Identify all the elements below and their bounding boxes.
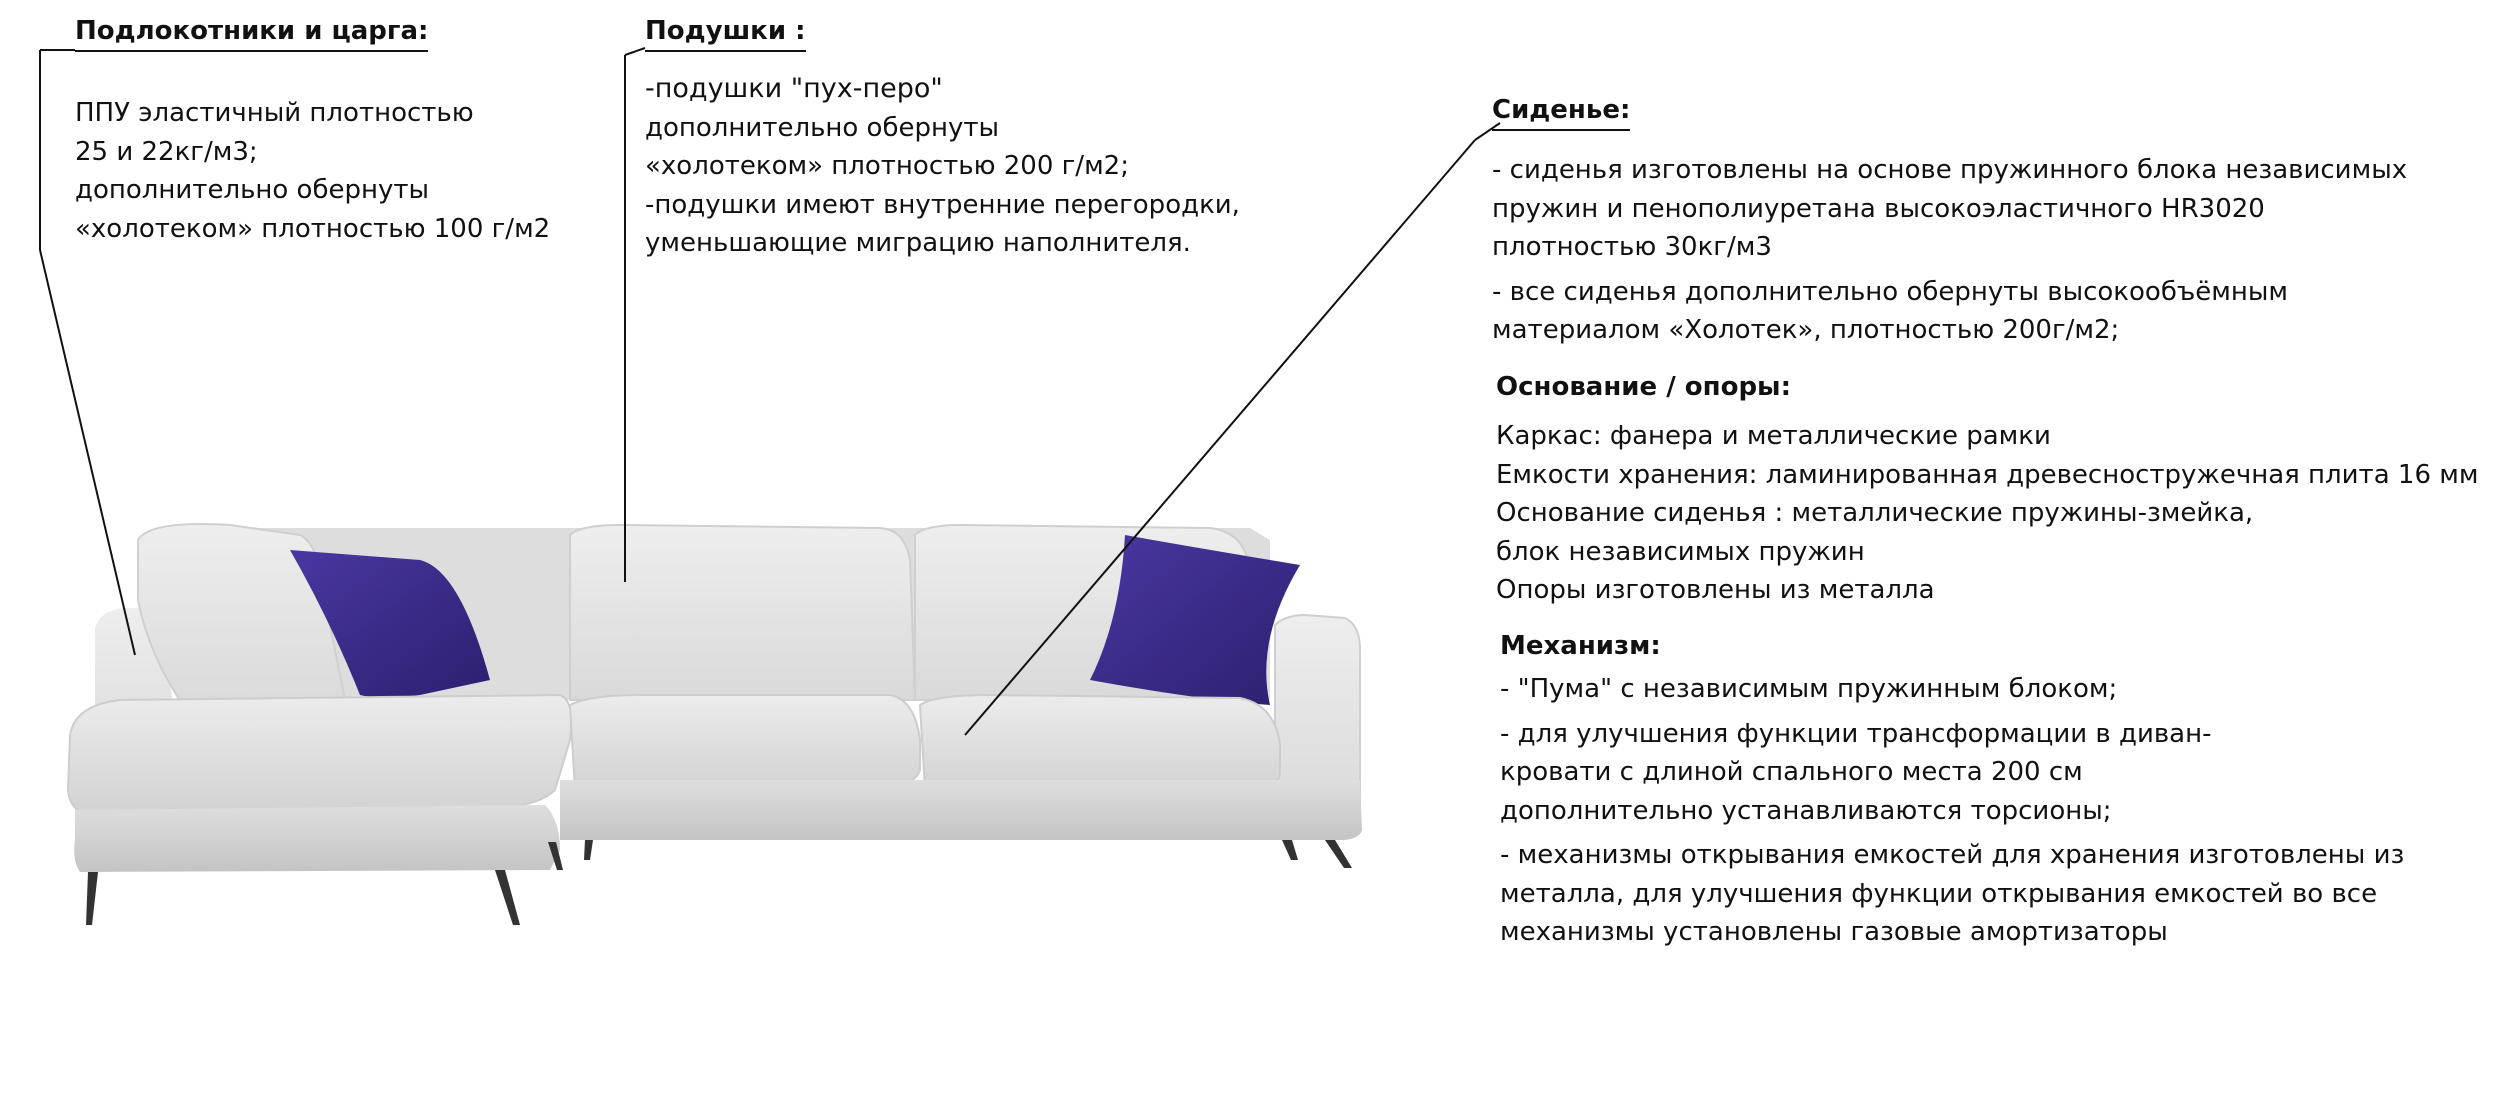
text-line: пружин и пенополиуретана высокоэластичного HR3020 [1492, 193, 2265, 224]
text-line: - механизмы открывания емкостей для хранения изготовлены из [1500, 840, 2405, 870]
text-line: материалом «Холотек», плотностью 200г/м2; [1492, 315, 2120, 345]
text-line: блок независимых пружин [1496, 536, 1865, 567]
cushions-text [645, 70, 1240, 263]
text-line: Каркас: фанера и металлические рамки [1496, 421, 2051, 451]
mechanism-text [1500, 670, 2404, 952]
right-seat-cushion [920, 695, 1280, 792]
seat-title: Сиденье: [1492, 94, 1630, 131]
text-line: Опоры изготовлены из металла [1496, 575, 1935, 605]
armrests-block [75, 15, 550, 248]
text-line: - для улучшения функции трансформации в диван- [1500, 718, 2212, 749]
text-line: дополнительно обернуты [75, 175, 430, 205]
text-line: механизмы установлены газовые амортизаторы [1500, 917, 2168, 947]
mechanism-title: Механизм: [1500, 631, 1661, 661]
base-block [1496, 371, 2478, 610]
chaise-base [74, 805, 560, 872]
cushions-title: Подушки : [645, 15, 806, 52]
base-text [1496, 417, 2478, 610]
text-line: - сиденья изготовлены на основе пружинного блока независимых [1492, 155, 2408, 185]
text-line: плотностью 30кг/м3 [1492, 232, 1772, 262]
text-line: 25 и 22кг/м3; [75, 136, 258, 167]
chaise-seat-cushion [68, 695, 571, 815]
sofa-base [560, 780, 1362, 840]
text-line: -подушки имеют внутренние перегородки, [645, 189, 1240, 220]
middle-seat-cushion [570, 695, 920, 790]
armrests-text [75, 94, 550, 248]
base-title: Основание / опоры: [1496, 372, 1791, 402]
text-line: дополнительно устанавливаются торсионы; [1500, 795, 2112, 826]
text-line: ППУ эластичный плотностью [75, 98, 474, 128]
text-line: -подушки "пух-перо" [645, 73, 943, 104]
seat-text [1492, 151, 2407, 350]
text-line: металла, для улучшения функции открывания емкостей во все [1500, 878, 2378, 909]
seat-block [1492, 94, 2407, 350]
text-line: - все сиденья дополнительно обернуты высокообъёмным [1492, 276, 2288, 307]
text-line: дополнительно обернуты [645, 112, 1000, 143]
text-line: «холотеком» плотностью 200 г/м2; [645, 151, 1129, 181]
text-line: уменьшающие миграцию наполнителя. [645, 228, 1191, 258]
cushions-block [645, 15, 1240, 263]
armrests-title: Подлокотники и царга: [75, 15, 428, 52]
text-line: Основание сиденья : металлические пружины-змейка, [1496, 498, 2254, 528]
middle-back-cushion [570, 525, 915, 700]
mechanism-block [1500, 630, 2404, 952]
text-line: - "Пума" с независимым пружинным блоком; [1500, 674, 2118, 704]
text-line: Емкости хранения: ламинированная древесностружечная плита 16 мм [1496, 459, 2479, 490]
text-line: кровати с длиной спального места 200 см [1500, 757, 2083, 787]
text-line: «холотеком» плотностью 100 г/м2 [75, 213, 551, 244]
